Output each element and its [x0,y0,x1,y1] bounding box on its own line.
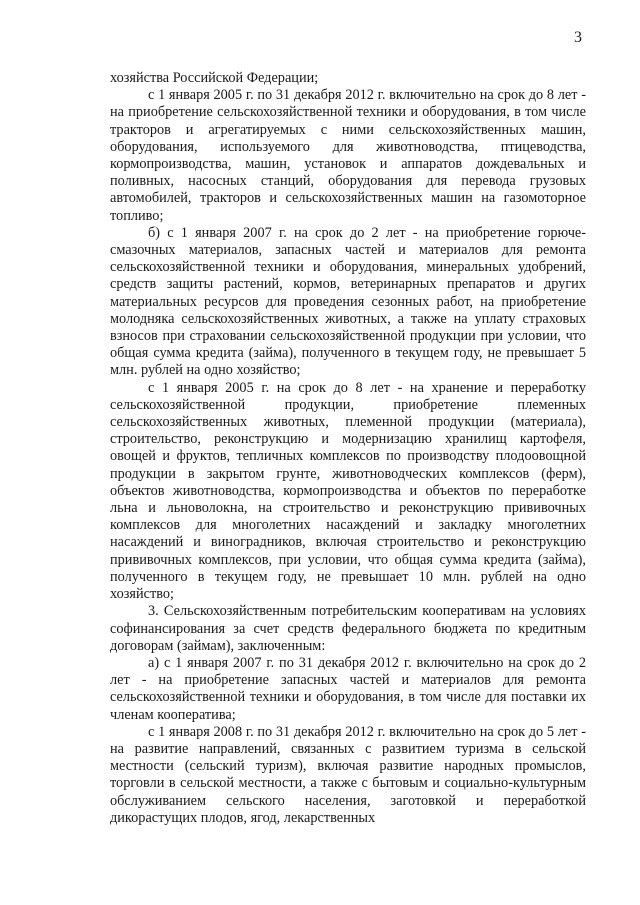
paragraph-processing-storage-credit: с 1 января 2005 г. на срок до 8 лет - на хранение и переработку сельскохозяйственной продукции, приобретение племенных сельскохозяйственных животных, племенной продукции (материала), строительство, реконструкцию и модернизацию хранилищ картофеля, овощей и фруктов, тепличных комплексов по производству плодоовощной продукции в закрытом грунте, животноводческих комплексов (ферм), объектов животноводства, кормопроизводства и объектов по переработке льна и льноволокна, на строительство и реконструкцию прививочных комплексов для многолетних насаждений и закладку многолетних насаждений и виноградников, включая строительство и реконструкцию прививочных комплексов, при условии, что общая сумма кредита (займа), полученного в текущем году, не превышает 10 млн. рублей на одно хозяйство; [110,379,586,603]
document-body [110,70,586,827]
paragraph-machinery-credit: с 1 января 2005 г. по 31 декабря 2012 г. включительно на срок до 8 лет - на приобретение сельскохозяйственной техники и оборудования, в том числе тракторов и агрегатируемых с ними сельскохозяйственных машин, оборудования, используемого для животноводства, птицеводства, кормопроизводства, машин, установок и аппаратов дождевальных и поливных, насосных станций, оборудования для перевода грузовых автомобилей, тракторов и сельскохозяйственных машин на газомоторное топливо; [110,87,586,224]
page-number: 3 [574,29,582,46]
paragraph-seasonal-works-credit: б) с 1 января 2007 г. на срок до 2 лет - на приобретение горюче-смазочных материалов, запасных частей и материалов для ремонта сельскохозяйственной техники и оборудования, минеральных удобрений, средств защиты растений, кормов, ветеринарных препаратов и других материальных ресурсов для проведения сезонных работ, на приобретение молодняка сельскохозяйственных животных, а также на уплату страховых взносов при страховании сельскохозяйственной продукции при условии, что общая сумма кредита (займа), полученного в текущем году, не превышает 5 млн. рублей на одно хозяйство; [110,224,586,379]
paragraph-rural-tourism: с 1 января 2008 г. по 31 декабря 2012 г. включительно на срок до 5 лет - на развитие направлений, связанных с развитием туризма в сельской местности (сельский туризм), включая развитие народных промыслов, торговли в сельской местности, а также с бытовым и социально-культурным обслуживанием сельского населения, заготовкой и переработкой дикорастущих плодов, ягод, лекарственных [110,723,586,826]
paragraph-continuation: хозяйства Российской Федерации; [110,70,319,86]
paragraph-cooperatives-spare-parts: а) с 1 января 2007 г. по 31 декабря 2012 г. включительно на срок до 2 лет - на приобретение запасных частей и материалов для ремонта сельскохозяйственной техники и оборудования, в том числе для поставки их членам кооператива; [110,654,586,723]
paragraph-cooperatives-heading: 3. Сельскохозяйственным потребительским кооперативам на условиях софинансирования за счет средств федерального бюджета по кредитным договорам (займам), заключенным: [110,603,586,654]
